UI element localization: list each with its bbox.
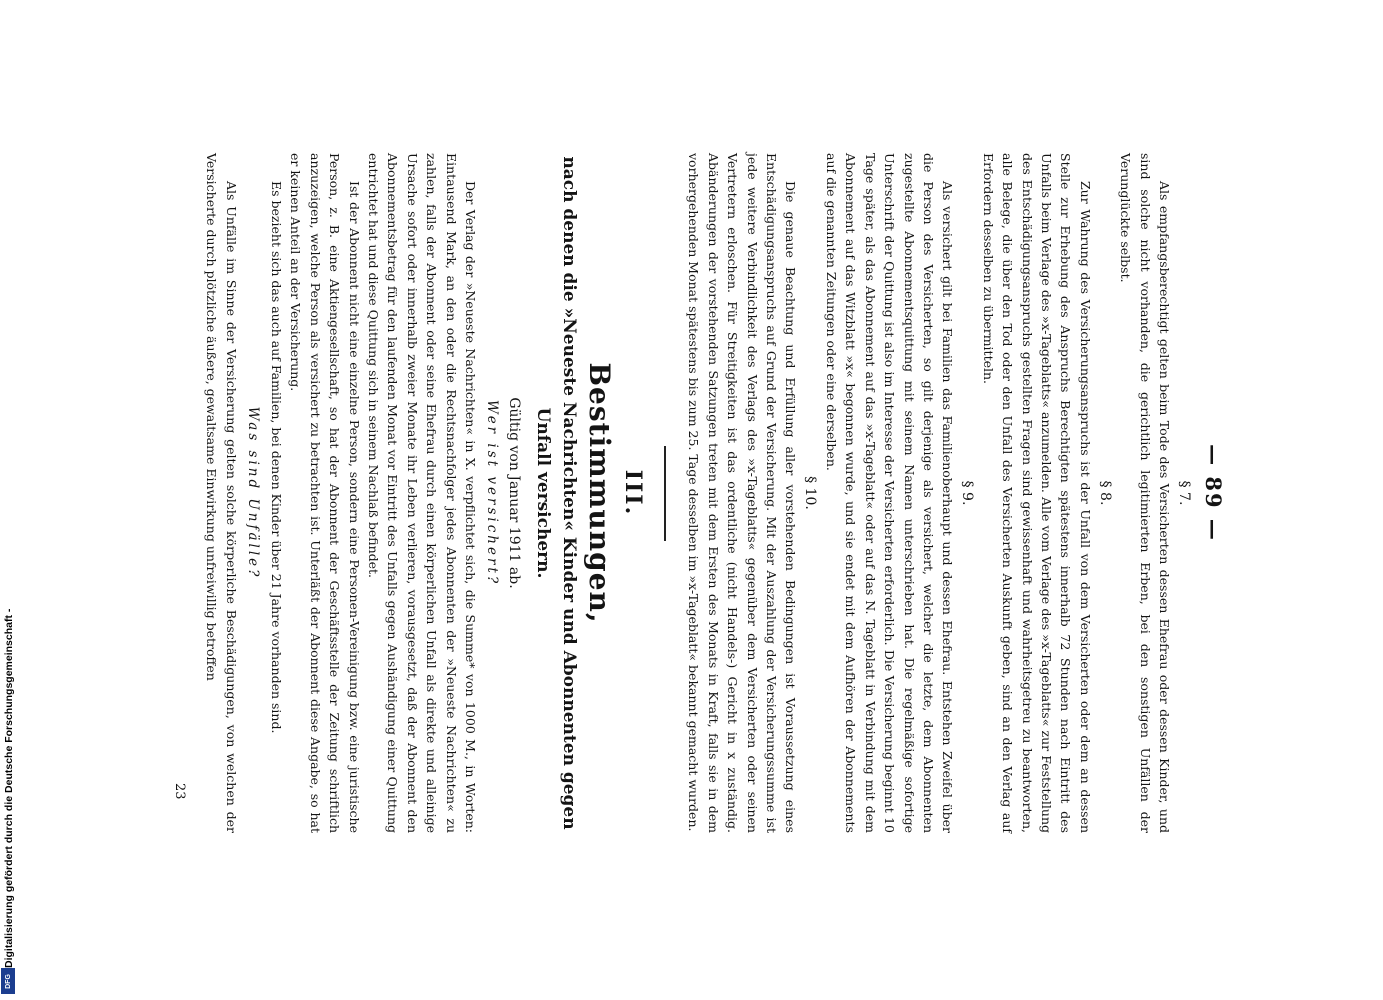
- question-heading: Was sind Unfälle?: [244, 406, 261, 580]
- body-paragraph: Als Unfälle im Sinne der Versicherung gelten solche körperliche Beschädigungen, von welchen der Versicherte durch plötzliche äußere, gewaltsame Einwirkung unfreiwillig betroffen: [204, 153, 239, 833]
- part-title: [530, 153, 617, 833]
- digitization-credit: [0, 0, 18, 1000]
- section-paragraph: Die genaue Beachtung und Erfüllung aller vorstehenden Bedingungen ist Voraussetzung eines Entschädigungsanspruchs auf Grund der Versicherung. Mit der Auszahlung der Versicherungssumme ist jede weitere Verbindlichkeit des Verlags des »x-Tageblatts« gegenüber dem Versicherten oder seinen Vertretern erloschen. Für Streitigkeiten ist das ordentliche (nicht Handels-) Gericht in x zuständig. Abänderungen der vorstehenden Satzungen treten mit dem Ersten des Monats in Kraft, falls sie in dem vorhergehenden Monat spätestens bis zum 25. Tage desselben im »x-Tageblatt« bekannt gemacht wurden.: [686, 153, 799, 833]
- scanned-page: [147, 153, 1227, 833]
- section-paragraph: Als empfangsberechtigt gelten beim Tode des Versicherten dessen Ehefrau oder dessen Kinder, und sind solche nicht vorhanden, die gerichtlich legitimierten Erben, bei den sonstigen Unfällen der Verunglückte selbst.: [1118, 153, 1172, 833]
- body-paragraph: Es bezieht sich das auch auf Familien, bei denen Kinder über 21 Jahre vorhanden sind.: [269, 181, 284, 734]
- section-9: [822, 153, 977, 833]
- section-paragraph: Als versichert gilt bei Familien das Familienoberhaupt und dessen Ehefrau. Entstehen Zweifel über die Person des Versicherten, so gilt derjenige als versichert, welcher die letzte, dem Abonnenten zugestellte Abonnementsquittung mit seinem Namen unterschrieben hat. Die regelmäßige sofortige Unterschrift der Quittung ist also im Interesse der Versicherten erforderlich. Die Versicherung beginnt 10 Tage später, als das Abonnement auf das »x-Tageblatt« oder auf das N. Tageblatt in Verbindung mit dem Abonnement auf das Witzblatt »x« begonnen wurde, und sie endet mit dem Aufhören der Abonnements auf die genannten Zeitungen oder eine derselben.: [823, 153, 956, 833]
- section-divider: [664, 446, 666, 541]
- dfg-logo-text: DFG: [4, 973, 12, 989]
- dfg-logo-icon: [1, 968, 15, 994]
- part-number: III.: [620, 469, 647, 517]
- part-title-rest: nach denen die »Neueste Nachrichten« Kinder und Abonnenten gegen Unfall versichern.: [533, 156, 580, 830]
- body-paragraph: Ist der Abonnent nicht eine einzelne Person, sondern eine Personen-Vereinigung bzw. eine juristische Person, z. B. eine Aktiengesellschaft, so hat der Abonnent der Geschäftsstelle der Zeitung schriftlich anzuzeigen, welche Person als versichert zu betrachten ist. Unterläßt der Abonnent diese Angabe, so hat er keinen Anteil an der Versicherung.: [288, 153, 362, 833]
- body-paragraph: Der Verlag der »Neueste Nachrichten« in X. verpflichtet sich, die Summe* von 1000 M., in Worten: Eintausend Mark, an den oder die Rechtsnachfolger jedes Abonnenten der »Neueste Nachrichten« zu zahlen, falls der Abonnent oder seine Ehefrau durch einen körperlichen Unfall als direkte und alleinige Ursache sofort oder innerhalb zweier Monate ihr Leben verlieren, vorausgesetzt, daß der Abonnent den Abonnementsbetrag für den laufenden Monat vor Eintritt des Unfalls gegen Aushändigung einer Quittung entrichtet hat und diese Quittung sich in seinem Nachlaß befindet.: [366, 153, 479, 833]
- part-title-main: Bestimmungen,: [583, 362, 617, 624]
- section-7: [1116, 153, 1193, 833]
- question-heading: Wer ist versichert?: [484, 399, 501, 587]
- page-number: — 89 —: [1201, 444, 1226, 542]
- credit-text: Digitalisierung gefördert durch die Deutsche Forschungsgemeinschaft -: [3, 608, 15, 968]
- section-heading: § 10.: [802, 476, 819, 510]
- section-8: [978, 153, 1113, 833]
- section-heading: § 8.: [1096, 480, 1113, 506]
- section-heading: § 9.: [959, 480, 976, 506]
- section-10: [684, 153, 819, 833]
- validity-note: Gültig von Januar 1911 ab.: [506, 397, 523, 589]
- section-paragraph: Zur Wahrung des Versicherungsanspruchs ist der Unfall von dem Versicherten oder dem an dessen Stelle zur Erhebung des Anspruchs Berechtigten spätestens innerhalb 72 Stunden nach Eintritt des Unfalls beim Verlage des »x-Tageblatts« anzumelden. Alle vom Verlage des »x-Tageblatts« zur Feststellung des Entschädigungsanspruchs gestellten Fragen sind gewissenhaft und wahrheitsgetreu zu beantworten, alle Belege, die über den Tod oder den Unfall des Versicherten Auskunft geben, sind an den Verlag auf Erfordern desselben zu übermitteln.: [980, 153, 1093, 833]
- section-heading: § 7.: [1176, 480, 1192, 506]
- signature-number: 23: [172, 783, 187, 800]
